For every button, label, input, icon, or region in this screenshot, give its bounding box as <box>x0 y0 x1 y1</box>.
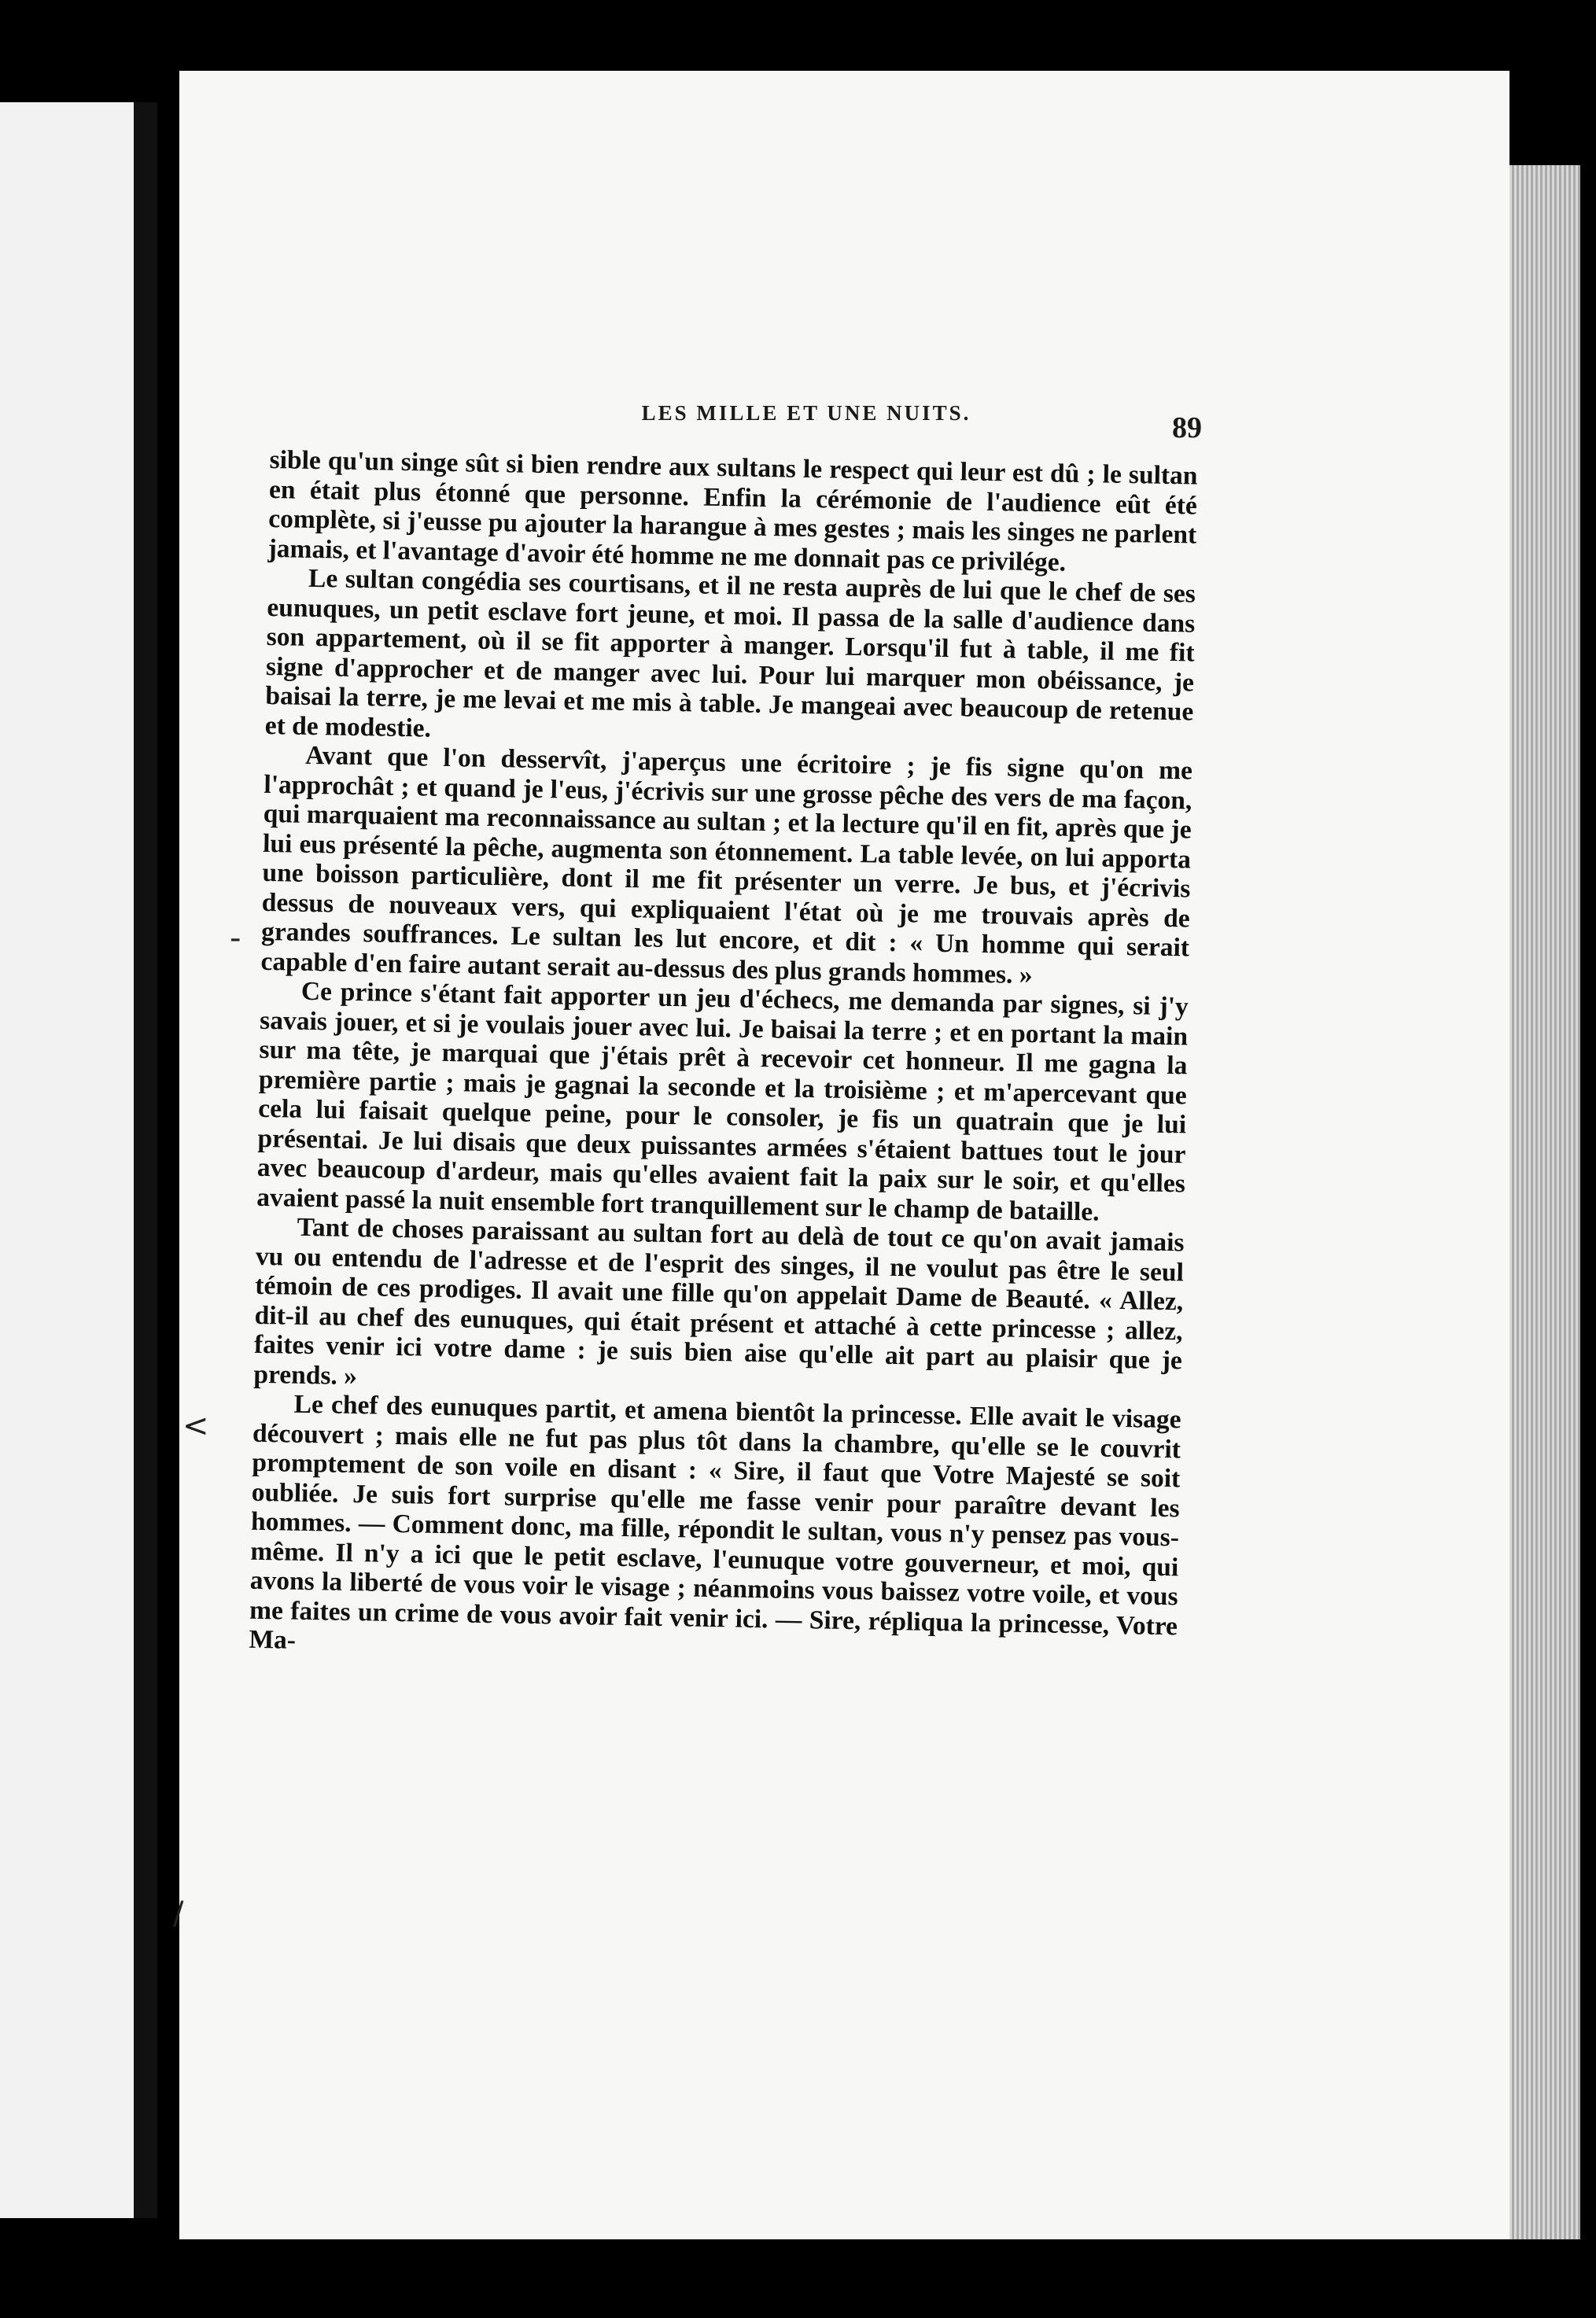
page-number: 89 <box>1172 411 1202 444</box>
paragraph: Tant de choses paraissant au sultan fort au delà de tout ce qu'on avait jamais vu ou entendu de l'adresse et de l'esprit des singes, il ne voulut pas être le seul témoin de ces prodiges. Il avait une fille qu'on appelait Dame de Beauté. « Allez, dit-il au chef des eunuques, qui était présent et attaché à cette princesse ; allez, faites venir ici votre dame : je suis bien aise qu'elle ait part au plaisir que je prends. » <box>253 1212 1185 1391</box>
margin-mark: < <box>182 1408 209 1444</box>
margin-mark: - <box>230 920 241 956</box>
paragraph: Le sultan congédia ses courtisans, et il ne resta auprès de lui que le chef de ses eunuques, un petit esclave fort jeune, et moi. Il passa de la salle d'audience dans son appartement, où il se fit apporter à manger. Lorsqu'il fut à table, il me fit signe d'approcher et de manger avec lui. Pour lui marquer mon obéissance, je baisai la terre, je me levai et me mis à table. Je mangeai avec beaucoup de retenue et de modestie. <box>264 563 1196 743</box>
binding-rule <box>134 102 157 2218</box>
paragraph: sible qu'un singe sût si bien rendre aux sultans le respect qui leur est dû ; le sultan en était plus étonné que personne. Enfin la cérémonie de l'audience eût été complète, si j'eusse pu ajouter la harangue à mes gestes ; mais les singes ne parlent jamais, et l'avantage d'avoir été homme ne me donnait pas ce privilége. <box>267 445 1198 577</box>
paragraph: Ce prince s'étant fait apporter un jeu d'échecs, me demanda par signes, si j'y savais jouer, et si je voulais jouer avec lui. Je baisai la terre ; et en portant la main sur ma tête, je marquai que j'étais prêt à recevoir cet honneur. Il me gagna la première partie ; mais je gagnai la seconde et la troisième ; et m'apercevant que cela lui faisait quelque peine, pour le consoler, je fis un quatrain que je lui présentai. Je lui disais que deux puissantes armées s'étaient battues tout le jour avec beaucoup d'ardeur, mais qu'elles avaient fait la paix sur le soir, et qu'elles avaient passé la nuit ensemble fort tranquillement sur le champ de bataille. <box>256 976 1189 1227</box>
paragraph: Avant que l'on desservît, j'aperçus une écritoire ; je fis signe qu'on me l'approchât ; et quand je l'eus, j'écrivis sur une grosse pêche des vers de ma façon, qui marquaient ma reconnaissance au sultan ; et la lecture qu'il en fit, après que je lui eus présenté la pêche, augmenta son étonnement. La table levée, on lui apporta une boisson particulière, dont il me fit présenter un verre. Je bus, et j'écrivis dessus de nouveaux vers, qui expliquaient l'état où je me trouvais après de grandes souffrances. Le sultan les lut encore, et dit : « Un homme qui serait capable d'en faire autant serait au-dessus des plus grands hommes. » <box>260 740 1193 989</box>
margin-mark: / <box>173 1896 184 1932</box>
page-edges <box>1509 165 1580 2239</box>
paragraph: Le chef des eunuques partit, et amena bientôt la princesse. Elle avait le visage découvert ; mais elle ne fut pas plus tôt dans la chambre, qu'elle se le couvrit promptement de son voile en disant : « Sire, il faut que Votre Majesté se soit oubliée. Je suis fort surprise qu'elle me fasse venir pour paraître devant les hommes. — Comment donc, ma fille, répondit le sultan, vous n'y pensez pas vous-même. Il n'y a ici que le petit esclave, l'eunuque votre gouverneur, et moi, qui avons la liberté de vous voir le visage ; néanmoins vous baissez votre voile, et vous me faites un crime de vous avoir fait venir ici. — Sire, répliqua la princesse, Votre Ma- <box>249 1389 1181 1655</box>
previous-page-strip <box>0 102 157 2218</box>
running-title: LES MILLE ET UNE NUITS. <box>641 401 971 425</box>
body-text <box>249 445 1198 1671</box>
